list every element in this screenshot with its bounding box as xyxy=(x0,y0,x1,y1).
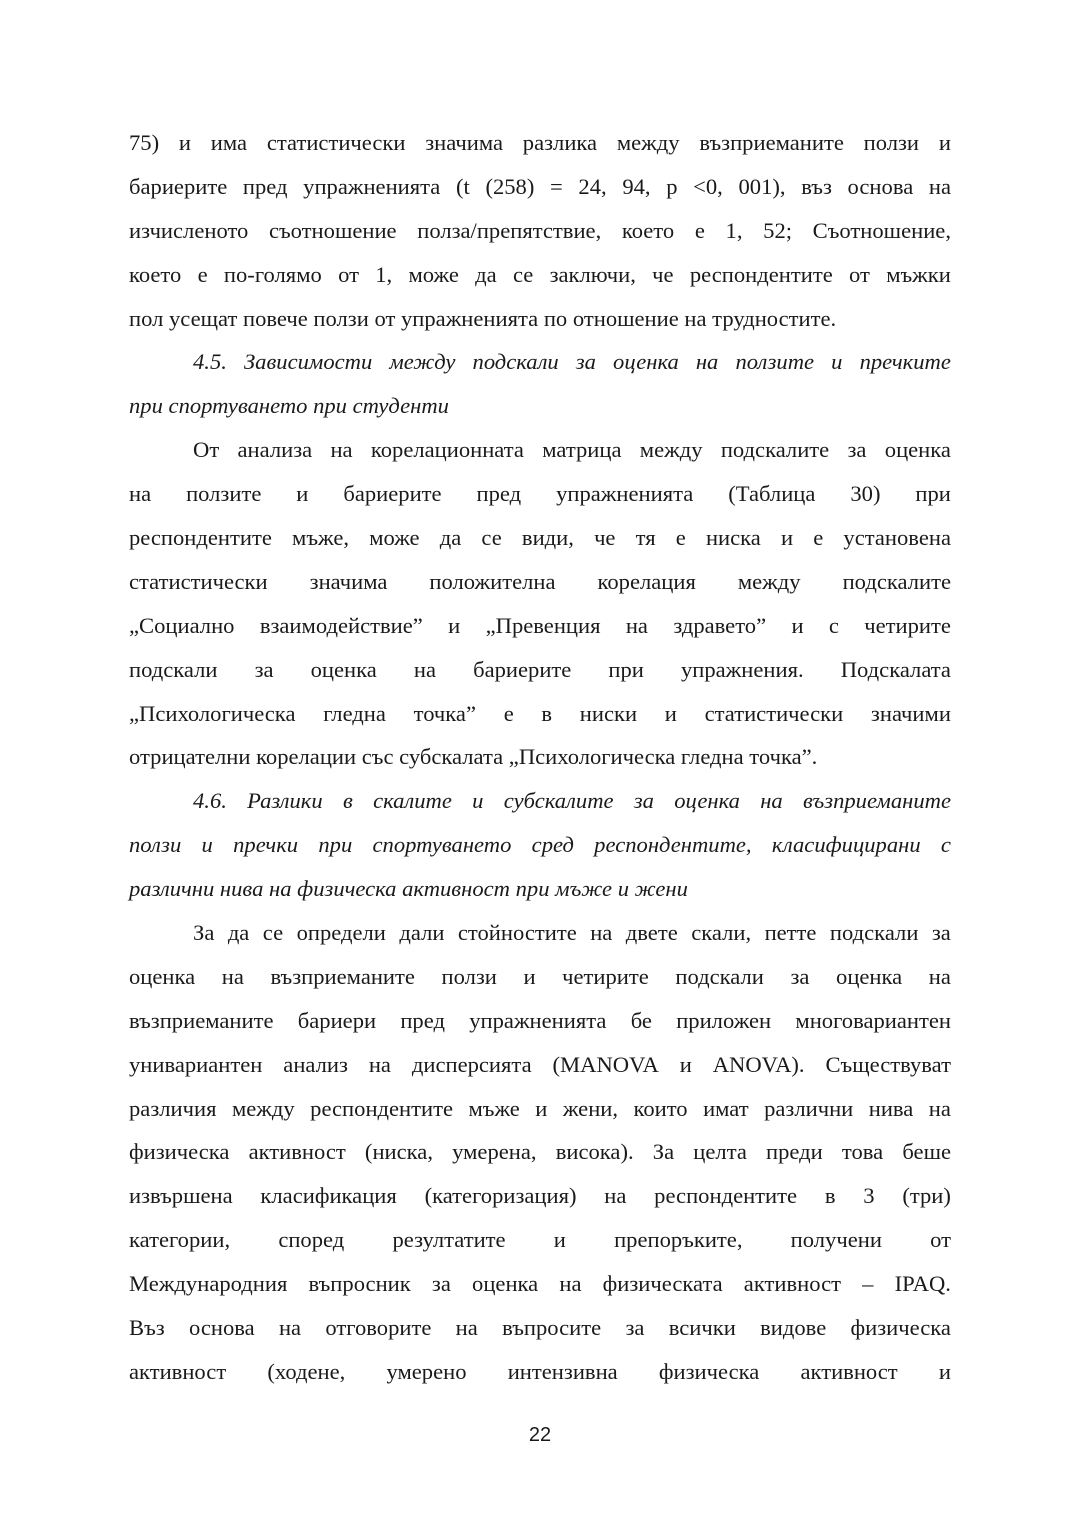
word: положителна xyxy=(429,568,556,594)
word: и xyxy=(201,832,213,858)
word: за xyxy=(790,963,810,989)
word: Съществуват xyxy=(825,1051,951,1077)
word: спортуването xyxy=(372,832,512,858)
word: ANOVA). xyxy=(712,1051,805,1077)
word: пред xyxy=(400,1007,445,1033)
text-line xyxy=(129,1043,951,1087)
word: за xyxy=(625,1315,645,1341)
word: което xyxy=(129,261,182,287)
word: нива xyxy=(868,1095,914,1121)
word: взаимодействие” xyxy=(259,612,423,638)
word: пречките xyxy=(859,349,951,375)
word: „Превенция xyxy=(485,612,601,638)
word: целта xyxy=(693,1139,747,1165)
word: субскалите xyxy=(503,788,614,814)
word: пречки xyxy=(233,832,299,858)
word: 24, xyxy=(578,173,607,199)
heading-line xyxy=(129,823,951,867)
word: интензивна xyxy=(507,1358,618,1384)
word: на xyxy=(928,1095,951,1121)
word: 4.5. xyxy=(193,349,227,375)
word: и xyxy=(553,1227,566,1253)
text-line xyxy=(129,1087,951,1131)
word: Разлики xyxy=(247,788,323,814)
word: мъже, xyxy=(292,525,350,551)
text-line xyxy=(129,1350,951,1394)
word: от xyxy=(338,261,359,287)
word: на xyxy=(695,349,719,375)
word: за xyxy=(575,349,596,375)
word: на xyxy=(455,1315,478,1341)
word: преди xyxy=(766,1139,823,1165)
word: и xyxy=(472,788,484,814)
word: и xyxy=(296,481,309,507)
word: и xyxy=(664,700,677,726)
word: 94, xyxy=(622,173,651,199)
word: е xyxy=(813,525,824,551)
word: при xyxy=(915,481,951,507)
word: въпросник xyxy=(308,1271,411,1297)
word: че xyxy=(594,525,616,551)
word: с xyxy=(940,832,951,858)
word: – xyxy=(862,1271,874,1297)
word: отговорите xyxy=(325,1315,432,1341)
body-text xyxy=(129,121,951,1394)
word: че xyxy=(652,261,674,287)
word: респондентите xyxy=(689,261,833,287)
word: получени xyxy=(790,1227,882,1253)
word: на xyxy=(928,963,951,989)
word: корелационната xyxy=(370,437,524,463)
text-line xyxy=(129,1174,951,1218)
word: и xyxy=(938,1358,951,1384)
word: имат xyxy=(703,1095,749,1121)
word: анализа xyxy=(237,437,313,463)
word: (258) xyxy=(485,173,535,199)
word: на xyxy=(278,1315,302,1341)
word: Въз xyxy=(129,1315,165,1341)
word: види, xyxy=(521,525,574,551)
word: разлика xyxy=(522,130,598,155)
word: различия xyxy=(129,1095,217,1121)
word: и xyxy=(535,1095,548,1121)
word: класифицирани xyxy=(771,832,921,858)
word: 1, xyxy=(725,217,743,243)
text-line xyxy=(129,999,951,1043)
word: статистически xyxy=(266,130,406,155)
word: полза/препятствие, xyxy=(417,217,602,243)
word: подскали xyxy=(829,920,919,946)
word: на xyxy=(221,963,244,989)
word: упражненията xyxy=(556,481,694,507)
word: респондентите, xyxy=(594,832,752,858)
word: значима xyxy=(425,130,504,155)
word: въз xyxy=(801,173,832,199)
word: упражненията xyxy=(469,1007,607,1033)
word: между xyxy=(231,1095,295,1121)
word: категории, xyxy=(129,1227,231,1253)
word: умерено xyxy=(386,1358,467,1384)
word: между xyxy=(639,437,703,463)
word: за xyxy=(931,920,951,946)
word: различни xyxy=(764,1095,854,1121)
word: бе xyxy=(630,1007,652,1033)
word: и xyxy=(679,1051,692,1077)
word: всички xyxy=(668,1315,736,1341)
text-line xyxy=(129,428,951,472)
word: матрица xyxy=(542,437,622,463)
word: Международния xyxy=(129,1271,288,1297)
heading-line xyxy=(129,340,951,384)
word: подскали xyxy=(675,963,764,989)
word: видове xyxy=(760,1315,827,1341)
word: мъжки xyxy=(886,261,951,287)
word: и xyxy=(523,963,536,989)
word: възприеманите xyxy=(270,963,415,989)
word: активност xyxy=(248,1139,346,1165)
word: статистически xyxy=(129,568,268,594)
word: на xyxy=(604,1183,627,1209)
word: основа xyxy=(847,173,914,199)
word: пред xyxy=(242,173,288,199)
word: ползи xyxy=(129,832,182,858)
word: има xyxy=(210,130,248,155)
word: значима xyxy=(309,568,388,594)
text-line xyxy=(129,911,951,955)
word: физическа xyxy=(129,1139,230,1165)
word: приложен xyxy=(676,1007,772,1033)
word: физическа xyxy=(658,1358,760,1384)
word: ниска xyxy=(705,525,761,551)
word: за xyxy=(254,656,274,682)
word: възприеманите xyxy=(129,1007,274,1033)
word: на xyxy=(368,1051,391,1077)
word: упражненията xyxy=(303,173,441,199)
heading-line: различни нива на физическа активност при мъже и жени xyxy=(129,876,688,902)
word: определи xyxy=(296,920,386,946)
word: От xyxy=(193,437,220,463)
word: оценка xyxy=(129,963,196,989)
word: оценка xyxy=(836,963,903,989)
word: и xyxy=(448,612,461,638)
word: по-голямо xyxy=(223,261,322,287)
text-line xyxy=(129,1218,951,1262)
word: може xyxy=(369,525,420,551)
word: (категоризация) xyxy=(424,1183,577,1209)
word: се xyxy=(512,261,534,287)
word: и xyxy=(791,612,804,638)
word: се xyxy=(481,525,502,551)
page-number: 22 xyxy=(528,1424,552,1446)
word: Съотношение, xyxy=(812,217,951,243)
word: да xyxy=(475,261,497,287)
word: упражнения. xyxy=(680,656,804,682)
word: от xyxy=(849,261,870,287)
word: за xyxy=(431,1271,451,1297)
word: беше xyxy=(902,1139,951,1165)
text-line xyxy=(129,472,951,516)
text-line xyxy=(129,955,951,999)
text-line xyxy=(129,1306,951,1350)
word: ползите xyxy=(735,349,815,375)
text-line: пол усещат повече ползи от упражненията по отношение на трудностите. xyxy=(129,305,837,331)
word: физическа xyxy=(850,1315,951,1341)
word: ползи xyxy=(863,130,920,155)
word: от xyxy=(930,1227,951,1253)
word: въпросите xyxy=(502,1315,602,1341)
word: 001), xyxy=(738,173,786,199)
word: и xyxy=(831,349,843,375)
word: <0, xyxy=(693,173,723,199)
word: възприеманите xyxy=(699,130,844,155)
word: 4.6. xyxy=(193,788,227,814)
word: статистически xyxy=(704,700,844,726)
word: класификация xyxy=(260,1183,397,1209)
word: (t xyxy=(455,173,470,199)
word: извършена xyxy=(129,1183,233,1209)
word: които xyxy=(633,1095,688,1121)
word: дисперсията xyxy=(411,1051,532,1077)
word: в xyxy=(541,700,553,726)
text-line xyxy=(129,121,951,165)
word: между xyxy=(737,568,801,594)
word: бариерите xyxy=(343,481,442,507)
word: активност xyxy=(800,1358,898,1384)
word: петте xyxy=(764,920,817,946)
word: гледна xyxy=(323,700,386,726)
word: скали, xyxy=(691,920,752,946)
word: дали xyxy=(399,920,445,946)
word: бариери xyxy=(297,1007,377,1033)
text-line: отрицателни корелации със субскалата „Психологическа гледна точка”. xyxy=(129,744,818,770)
word: За xyxy=(652,1139,675,1165)
word: за xyxy=(633,788,654,814)
word: заключи, xyxy=(549,261,636,287)
word: съотношение xyxy=(268,217,397,243)
text-line xyxy=(129,253,951,297)
text-line xyxy=(129,1130,951,1174)
word: се xyxy=(262,920,284,946)
word: подскали xyxy=(472,349,559,375)
word: „Психологическа xyxy=(129,700,296,726)
word: е xyxy=(197,261,208,287)
text-line xyxy=(129,648,951,692)
word: (три) xyxy=(902,1183,951,1209)
word: ползите xyxy=(186,481,262,507)
word: и xyxy=(780,525,794,551)
word: в xyxy=(824,1183,836,1209)
word: висока). xyxy=(555,1139,634,1165)
word: (ходене, xyxy=(267,1358,346,1384)
word: основа xyxy=(188,1315,255,1341)
word: 1, xyxy=(375,261,393,287)
word: = xyxy=(550,173,563,199)
word: унивариантен xyxy=(129,1051,263,1077)
word: четирите xyxy=(864,612,951,638)
word: на xyxy=(625,612,648,638)
word: многовариантен xyxy=(795,1007,951,1033)
word: точка” xyxy=(413,700,476,726)
word: „Социално xyxy=(129,612,235,638)
word: 75) xyxy=(129,130,160,155)
word: корелация xyxy=(597,568,696,594)
word: и xyxy=(178,130,191,155)
word: IPAQ. xyxy=(894,1271,951,1297)
word: на xyxy=(129,481,152,507)
word: оценка xyxy=(310,656,377,682)
word: за xyxy=(847,437,867,463)
word: значими xyxy=(870,700,951,726)
word: анализ xyxy=(283,1051,348,1077)
word: респондентите xyxy=(129,525,272,551)
word: което xyxy=(621,217,675,243)
word: пред xyxy=(476,481,522,507)
word: умерена, xyxy=(452,1139,537,1165)
word: на xyxy=(413,656,436,682)
heading-line: при спортуването при студенти xyxy=(129,393,449,419)
text-line xyxy=(129,209,951,253)
word: скалите xyxy=(373,788,452,814)
word: на xyxy=(928,173,951,199)
word: да xyxy=(439,525,462,551)
word: мъже xyxy=(468,1095,520,1121)
word: това xyxy=(841,1139,884,1165)
word: бариерите xyxy=(129,173,228,199)
word: може xyxy=(408,261,459,287)
text-line xyxy=(129,604,951,648)
text-line xyxy=(129,516,951,560)
word: с xyxy=(828,612,839,638)
word: жени, xyxy=(562,1095,619,1121)
word: резултатите xyxy=(392,1227,506,1253)
word: (MANOVA xyxy=(552,1051,659,1077)
word: стойностите xyxy=(457,920,577,946)
word: на xyxy=(760,788,783,814)
word: в xyxy=(342,788,353,814)
word: оценка xyxy=(674,788,740,814)
word: физическата xyxy=(602,1271,723,1297)
word: 52; xyxy=(763,217,793,243)
word: на xyxy=(590,920,613,946)
word: оценка xyxy=(613,349,679,375)
word: е xyxy=(675,525,686,551)
word: подскали xyxy=(129,656,218,682)
word: За xyxy=(193,920,215,946)
word: Зависимости xyxy=(243,349,373,375)
word: според xyxy=(278,1227,345,1253)
word: респондентите xyxy=(310,1095,454,1121)
word: двете xyxy=(625,920,678,946)
word: (Таблица xyxy=(728,481,816,507)
word: ниски xyxy=(579,700,638,726)
word: сред xyxy=(531,832,574,858)
word: 3 xyxy=(863,1183,875,1209)
word: 30) xyxy=(850,481,881,507)
text-line xyxy=(129,692,951,736)
word: здравето” xyxy=(673,612,767,638)
word: подскалите xyxy=(720,437,830,463)
word: установена xyxy=(843,525,951,551)
word: активност xyxy=(743,1271,841,1297)
word: възприеманите xyxy=(803,788,951,814)
text-line xyxy=(129,1262,951,1306)
word: (ниска, xyxy=(364,1139,433,1165)
text-line xyxy=(129,165,951,209)
word: между xyxy=(389,349,456,375)
word: е xyxy=(503,700,514,726)
word: Подскалата xyxy=(840,656,951,682)
word: да xyxy=(227,920,250,946)
word: тя xyxy=(635,525,656,551)
word: ползи xyxy=(441,963,497,989)
word: препоръките, xyxy=(614,1227,743,1253)
word: и xyxy=(938,130,951,155)
word: при xyxy=(608,656,644,682)
word: бариерите xyxy=(473,656,572,682)
word: оценка xyxy=(884,437,951,463)
word: е xyxy=(694,217,705,243)
text-line xyxy=(129,560,951,604)
word: при xyxy=(318,832,353,858)
heading-line xyxy=(129,779,951,823)
word: на xyxy=(330,437,353,463)
word: изчисленото xyxy=(129,217,249,243)
word: p xyxy=(666,173,678,199)
word: оценка xyxy=(472,1271,539,1297)
word: четирите xyxy=(562,963,649,989)
word: активност xyxy=(129,1358,227,1384)
word: подскалите xyxy=(842,568,951,594)
word: респондентите xyxy=(654,1183,798,1209)
word: между xyxy=(616,130,680,155)
word: на xyxy=(559,1271,582,1297)
